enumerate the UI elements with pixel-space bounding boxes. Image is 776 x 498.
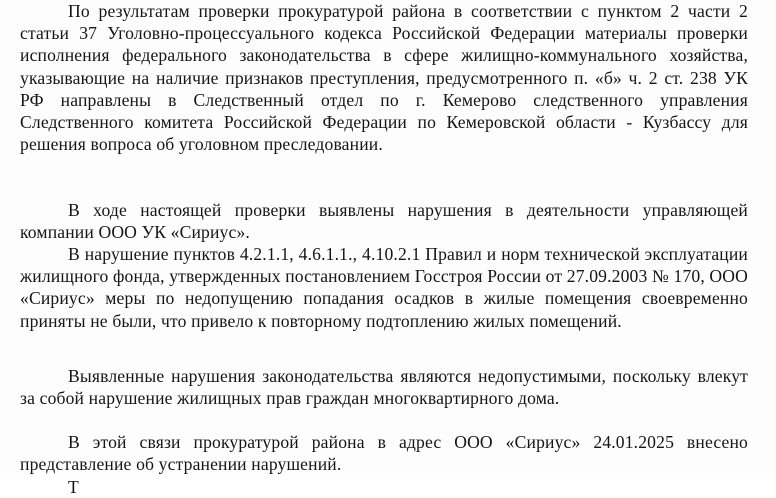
paragraph-rules-violation: В нарушение пунктов 4.2.1.1, 4.6.1.1., 4.10.2.1 Правил и норм технической эксплуатации жилищного фонда, утвержденных постановлением Госстроя России от 27.09.2003 № 170, ООО «Сириус» меры по недопущению попадания осадков в жилые помещения своевременно приняты не были, что привело к повторному подтоплению жилых помещений. bbox=[20, 244, 748, 331]
paragraph-unacceptable-violations: Выявленные нарушения законодательства являются недопустимыми, поскольку влекут за собой нарушение жилищных прав граждан многоквартирного дома. bbox=[20, 366, 748, 409]
paragraph-investigation-referral: По результатам проверки прокуратурой района в соответствии с пунктом 2 части 2 статьи 37 Уголовно-процессуального кодекса Российской Федерации материалы проверки исполнения федерального законодательства в сфере жилищно-коммунального хозяйства, указывающие на наличие признаков преступления, предусмотренного п. «б» ч. 2 ст. 238 УК РФ направлены в Следственный отдел по г. Кемерово следственного управления Следственного комитета Российской Федерации по Кемеровской области - Кузбассу для решения вопроса об уголовном преследовании. bbox=[20, 1, 748, 155]
paragraph-cut-off: Т bbox=[68, 477, 79, 497]
paragraph-submission: В этой связи прокуратурой района в адрес ООО «Сириус» 24.01.2025 внесено представление об устранении нарушений. bbox=[20, 432, 748, 475]
paragraph-violations-found: В ходе настоящей проверки выявлены нарушения в деятельности управляющей компании ООО УК «Сириус». bbox=[20, 200, 748, 243]
